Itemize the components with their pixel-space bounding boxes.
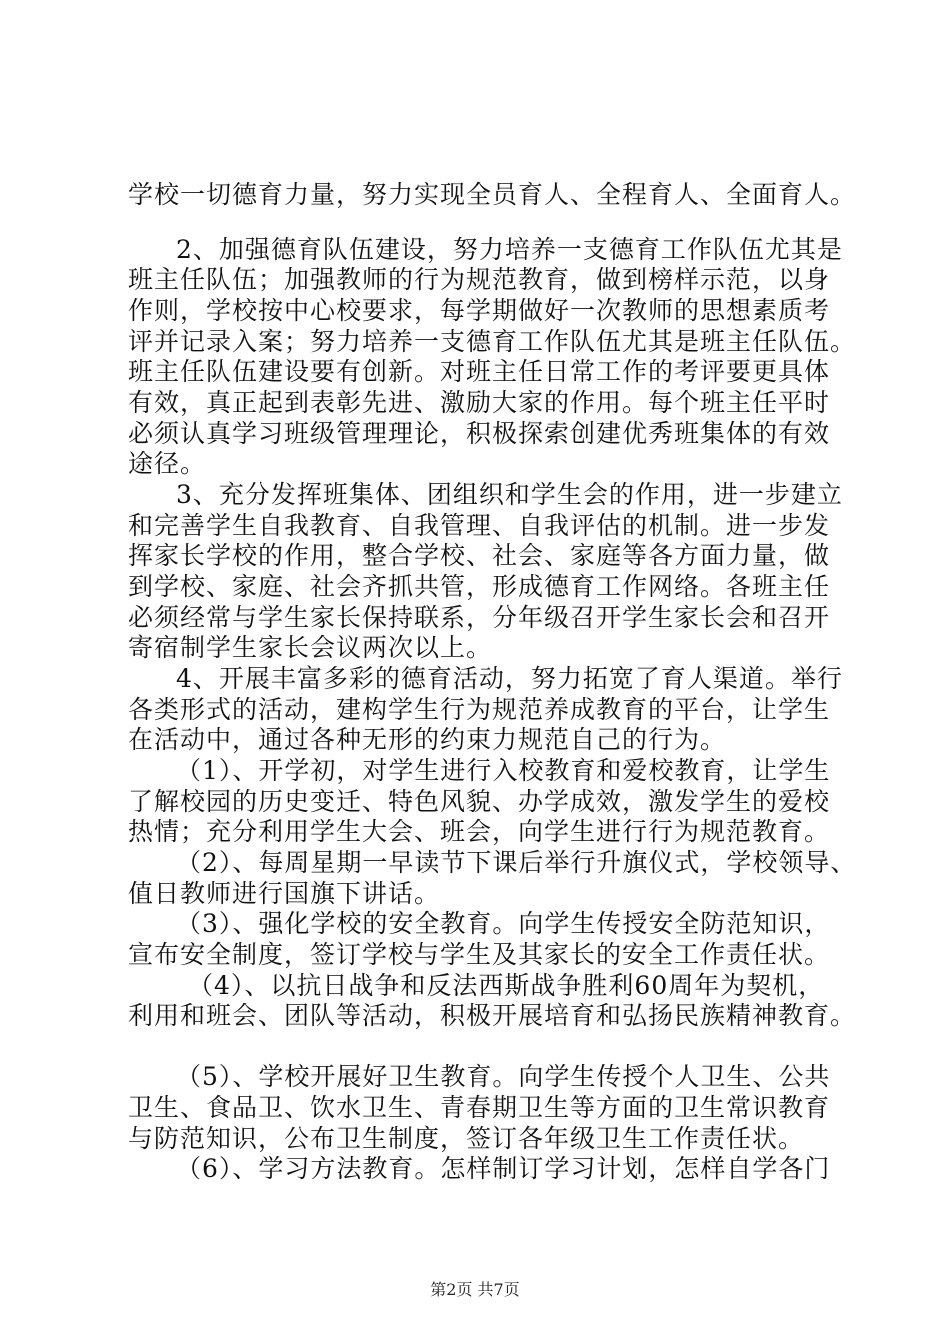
text-line: 各类形式的活动，建构学生行为规范养成教育的平台，让学生 [128,695,831,724]
text-line: （1）、开学初，对学生进行入校教育和爱校教育，让学生 [176,756,831,785]
text-line: 班主任队伍；加强教师的行为规范教育，做到榜样示范，以身 [128,265,831,294]
text-line: 途径。 [128,449,207,478]
text-line: 宣布安全制度，签订学校与学生及其家长的安全工作责任状。 [128,940,831,969]
text-line: 卫生、食品卫、饮水卫生、青春期卫生等方面的卫生常识教育 [128,1093,831,1122]
text-line: 2、加强德育队伍建设，努力培养一支德育工作队伍尤其是 [176,235,843,264]
text-line: 必须经常与学生家长保持联系，分年级召开学生家长会和召开 [128,603,831,632]
text-line: 4、开展丰富多彩的德育活动，努力拓宽了育人渠道。举行 [176,664,843,693]
text-line: 利用和班会、团队等活动，积极开展培育和弘扬民族精神教育。 [128,1001,857,1030]
text-line: （4）、以抗日战争和反法西斯战争胜利60周年为契机， [188,971,825,1000]
text-line: 与防范知识，公布卫生制度，签订各年级卫生工作责任状。 [128,1124,805,1153]
text-line: 了解校园的历史变迁、特色风貌、办学成效，激发学生的爱校 [128,787,831,816]
text-line: （3）、强化学校的安全教育。向学生传授安全防范知识， [176,909,831,938]
text-line: 热情；充分利用学生大会、班会，向学生进行行为规范教育。 [128,817,831,846]
text-line: （2）、每周星期一早读节下课后举行升旗仪式，学校领导、 [176,848,857,877]
text-line: 3、充分发挥班集体、团组织和学生会的作用，进一步建立 [176,480,843,509]
text-line: 班主任队伍建设要有创新。对班主任日常工作的考评要更具体 [128,357,831,386]
text-line: 和完善学生自我教育、自我管理、自我评估的机制。进一步发 [128,511,831,540]
text-line: （6）、学习方法教育。怎样制订学习计划，怎样自学各门 [176,1154,831,1183]
text-line: 必须认真学习班级管理理论，积极探索创建优秀班集体的有效 [128,419,831,448]
text-line: （5）、学校开展好卫生教育。向学生传授个人卫生、公共 [176,1062,831,1091]
page-number: 第2页 共7页 [430,1280,520,1299]
text-line: 寄宿制学生家长会议两次以上。 [128,633,493,662]
text-line: 评并记录入案；努力培养一支德育工作队伍尤其是班主任队伍。 [128,327,857,356]
text-line: 挥家长学校的作用，整合学校、社会、家庭等各方面力量，做 [128,541,831,570]
text-line: 值日教师进行国旗下讲话。 [128,879,441,908]
text-line: 作则，学校按中心校要求，每学期做好一次教师的思想素质考 [128,296,831,325]
text-line: 学校一切德育力量，努力实现全员育人、全程育人、全面育人。 [128,180,857,209]
text-line: 在活动中，通过各种无形的约束力规范自己的行为。 [128,725,727,754]
text-line: 到学校、家庭、社会齐抓共管，形成德育工作网络。各班主任 [128,572,831,601]
text-line: 有效，真正起到表彰先进、激励大家的作用。每个班主任平时 [128,388,831,417]
